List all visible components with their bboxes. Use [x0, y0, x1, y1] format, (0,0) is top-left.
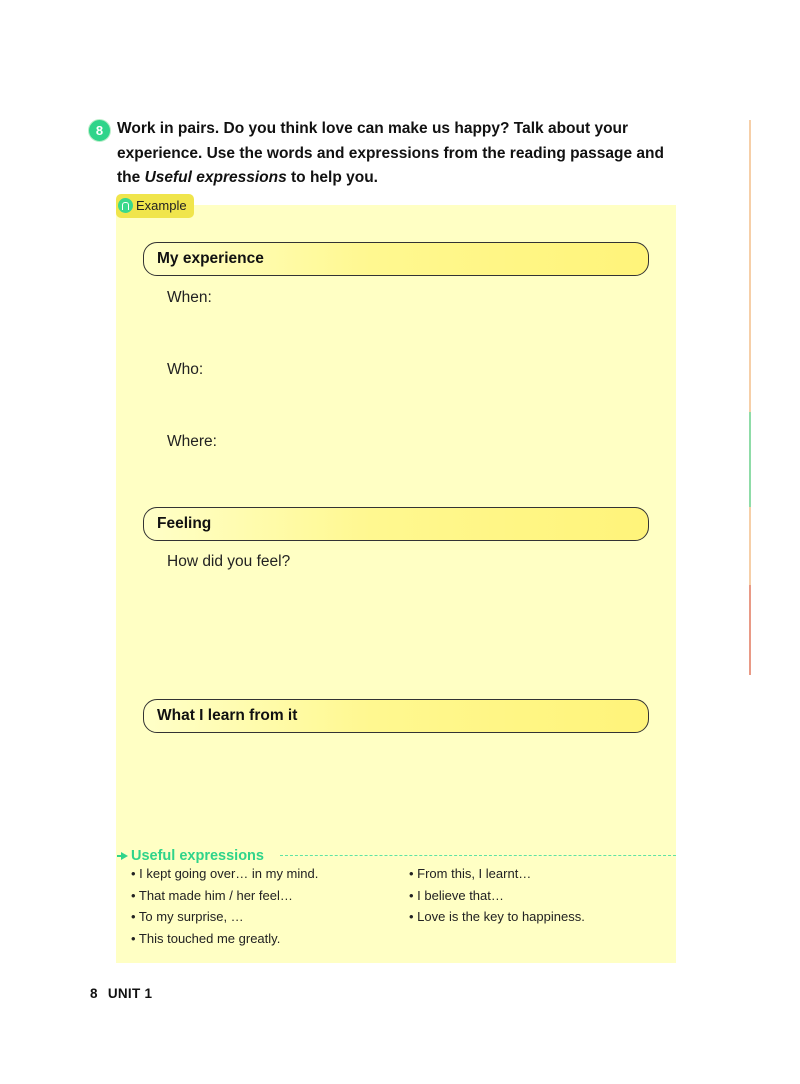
- prompt-when: When:: [167, 289, 212, 306]
- expression-item: • To my surprise, …: [131, 909, 244, 924]
- section-header-feeling: [143, 507, 649, 541]
- expression-item: • Love is the key to happiness.: [409, 909, 585, 924]
- expression-item: • This touched me greatly.: [131, 931, 281, 946]
- section-title: What I learn from it: [157, 707, 298, 724]
- useful-expressions-heading: [117, 846, 264, 866]
- expression-item: • That made him / her feel…: [131, 888, 293, 903]
- speaker-icon: [118, 198, 133, 213]
- prompt-how-did-you-feel: How did you feel?: [167, 553, 291, 570]
- task-line-3-end: to help you.: [286, 169, 378, 186]
- page-edge-marker: [749, 585, 751, 675]
- prompt-who: Who:: [167, 361, 204, 378]
- task-number: 8: [95, 123, 104, 138]
- unit-label: UNIT 1: [107, 986, 153, 1001]
- section-header-my-experience: [143, 242, 649, 276]
- task-line-1: Work in pairs. Do you think love can make us happy? Talk about your: [117, 120, 629, 137]
- example-tag: [116, 194, 194, 218]
- prompt-where: Where:: [167, 433, 217, 450]
- task-line-2: experience. Use the words and expressions from the reading passage and: [117, 144, 664, 162]
- expression-item: • I believe that…: [409, 888, 504, 903]
- section-header-what-i-learn: [143, 699, 649, 733]
- section-title: Feeling: [157, 515, 212, 532]
- task-line-3: [117, 166, 687, 191]
- page-edge-marker: [749, 120, 751, 412]
- useful-expressions-ref: Useful expressions: [144, 169, 287, 186]
- task-number-badge: [88, 119, 111, 142]
- expression-item: • From this, I learnt…: [409, 866, 532, 881]
- example-label: Example: [136, 198, 187, 213]
- task-line-3-start: the: [117, 169, 145, 186]
- arrow-head-icon: [121, 852, 128, 860]
- page-number: 8: [90, 986, 98, 1001]
- page-edge-marker: [749, 412, 751, 507]
- page-footer: [90, 986, 152, 1001]
- section-title: My experience: [157, 250, 264, 267]
- page-edge-marker: [749, 507, 751, 585]
- task-instruction: [117, 117, 687, 191]
- expression-item: • I kept going over… in my mind.: [131, 866, 319, 881]
- dashed-divider: [280, 855, 676, 856]
- useful-expressions-title: Useful expressions: [131, 848, 264, 864]
